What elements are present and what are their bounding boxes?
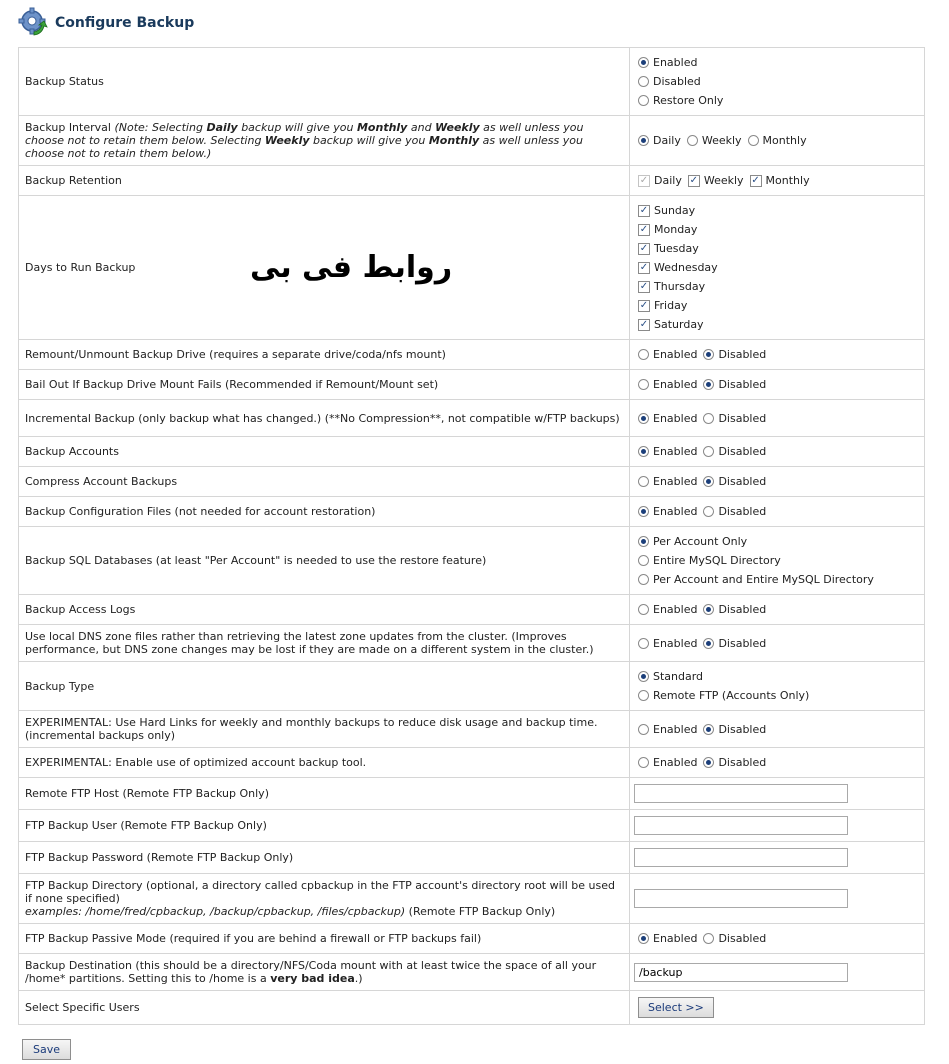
day-friday-checkbox[interactable]: ✓ Friday — [639, 299, 688, 312]
row-label: Backup Destination (this should be a directory/NFS/Coda mount with at least twice the space of all your /home* partitions. Setting this to /home is a very bad idea.) — [19, 954, 630, 991]
row-label: Backup Status — [19, 48, 630, 116]
ftp-directory-input[interactable] — [634, 889, 848, 908]
type-remote-ftp-radio[interactable]: Remote FTP (Accounts Only) — [638, 686, 918, 705]
compress-enabled-radio[interactable]: Enabled — [638, 475, 697, 488]
row-backup-type — [19, 662, 925, 711]
logs-disabled-radio[interactable]: Disabled — [703, 603, 766, 616]
ftp-host-input[interactable] — [634, 784, 848, 803]
hardlinks-enabled-radio[interactable]: Enabled — [638, 723, 697, 736]
row-compress — [19, 467, 925, 497]
row-label: Remount/Unmount Backup Drive (requires a separate drive/coda/nfs mount) — [19, 340, 630, 370]
page-title: Configure Backup — [55, 15, 195, 31]
day-tuesday-checkbox[interactable]: ✓ Tuesday — [639, 242, 699, 255]
config-disabled-radio[interactable]: Disabled — [703, 505, 766, 518]
day-thursday-checkbox[interactable]: ✓ Thursday — [639, 280, 706, 293]
type-standard-radio[interactable]: Standard — [638, 667, 918, 686]
incremental-disabled-radio[interactable]: Disabled — [703, 412, 766, 425]
row-optimized-tool — [19, 748, 925, 778]
row-access-logs — [19, 595, 925, 625]
row-label: Backup Interval (Note: Selecting Daily backup will give you Monthly and Weekly as well unless you choose not to retain them below. Selecting Weekly backup will give you Monthly as well unless you choose not to retain them below.) — [19, 116, 630, 166]
row-label: Remote FTP Host (Remote FTP Backup Only) — [19, 778, 630, 810]
row-label: Backup Accounts — [19, 437, 630, 467]
interval-monthly-radio[interactable]: Monthly — [748, 134, 807, 147]
row-label: Backup Type — [19, 662, 630, 711]
row-label: EXPERIMENTAL: Enable use of optimized account backup tool. — [19, 748, 630, 778]
remount-disabled-radio[interactable]: Disabled — [703, 348, 766, 361]
gear-refresh-icon — [18, 7, 50, 39]
row-label: Compress Account Backups — [19, 467, 630, 497]
watermark-text: روابط فی بی — [250, 250, 453, 285]
config-enabled-radio[interactable]: Enabled — [638, 505, 697, 518]
row-backup-retention — [19, 166, 925, 196]
backup-status-restore-only-radio[interactable]: Restore Only — [638, 91, 918, 110]
row-bail-out — [19, 370, 925, 400]
row-label: Backup Configuration Files (not needed for account restoration) — [19, 497, 630, 527]
row-label: Incremental Backup (only backup what has changed.) (**No Compression**, not compatible w/FTP backups) — [19, 400, 630, 437]
row-label: FTP Backup Password (Remote FTP Backup Only) — [19, 842, 630, 874]
row-label: Backup Retention — [19, 166, 630, 196]
passive-disabled-radio[interactable]: Disabled — [703, 932, 766, 945]
passive-enabled-radio[interactable]: Enabled — [638, 932, 697, 945]
logs-enabled-radio[interactable]: Enabled — [638, 603, 697, 616]
row-label: Use local DNS zone files rather than retrieving the latest zone updates from the cluster. (Improves performance, but DNS zone changes may be lost if they are made on a different system in the cluster.) — [19, 625, 630, 662]
row-ftp-user — [19, 810, 925, 842]
ftp-user-input[interactable] — [634, 816, 848, 835]
accounts-enabled-radio[interactable]: Enabled — [638, 445, 697, 458]
sql-both-radio[interactable]: Per Account and Entire MySQL Directory — [638, 570, 918, 589]
row-remount — [19, 340, 925, 370]
retention-daily-checkbox: ✓ Daily — [639, 174, 682, 187]
row-label: Days to Run Backup — [19, 196, 630, 340]
accounts-disabled-radio[interactable]: Disabled — [703, 445, 766, 458]
row-dns-zone — [19, 625, 925, 662]
backup-status-disabled-radio[interactable]: Disabled — [638, 72, 918, 91]
compress-disabled-radio[interactable]: Disabled — [703, 475, 766, 488]
bail-out-disabled-radio[interactable]: Disabled — [703, 378, 766, 391]
ftp-password-input[interactable] — [634, 848, 848, 867]
row-label: FTP Backup Passive Mode (required if you are behind a firewall or FTP backups fail) — [19, 924, 630, 954]
row-label: FTP Backup User (Remote FTP Backup Only) — [19, 810, 630, 842]
incremental-enabled-radio[interactable]: Enabled — [638, 412, 697, 425]
row-backup-status — [19, 48, 925, 116]
interval-weekly-radio[interactable]: Weekly — [687, 134, 742, 147]
row-backup-interval — [19, 116, 925, 166]
select-users-button[interactable]: Select >> — [638, 997, 714, 1018]
row-config-files — [19, 497, 925, 527]
backup-destination-input[interactable] — [634, 963, 848, 982]
day-wednesday-checkbox[interactable]: ✓ Wednesday — [639, 261, 718, 274]
dns-disabled-radio[interactable]: Disabled — [703, 637, 766, 650]
save-button[interactable]: Save — [22, 1039, 71, 1060]
row-label: EXPERIMENTAL: Use Hard Links for weekly and monthly backups to reduce disk usage and backup time. (incremental backups only) — [19, 711, 630, 748]
row-label: Backup Access Logs — [19, 595, 630, 625]
row-backup-accounts — [19, 437, 925, 467]
row-ftp-password — [19, 842, 925, 874]
sql-per-account-radio[interactable]: Per Account Only — [638, 532, 918, 551]
hardlinks-disabled-radio[interactable]: Disabled — [703, 723, 766, 736]
row-hard-links — [19, 711, 925, 748]
row-days-to-run — [19, 196, 925, 340]
day-monday-checkbox[interactable]: ✓ Monday — [639, 223, 698, 236]
interval-daily-radio[interactable]: Daily — [638, 134, 681, 147]
retention-monthly-checkbox[interactable]: ✓ Monthly — [751, 174, 810, 187]
row-incremental — [19, 400, 925, 437]
day-sunday-checkbox[interactable]: ✓ Sunday — [639, 204, 696, 217]
backup-config-table — [18, 47, 925, 1025]
remount-enabled-radio[interactable]: Enabled — [638, 348, 697, 361]
page-header — [18, 6, 194, 40]
sql-entire-directory-radio[interactable]: Entire MySQL Directory — [638, 551, 918, 570]
row-ftp-directory — [19, 874, 925, 924]
optimized-disabled-radio[interactable]: Disabled — [703, 756, 766, 769]
row-sql-databases — [19, 527, 925, 595]
row-label: FTP Backup Directory (optional, a directory called cpbackup in the FTP account's directory root will be used if none specified) examples: /home/fred/cpbackup, /backup/cpbackup, /files/cpbackup) (Remote FTP Backup Only) — [19, 874, 630, 924]
row-label: Bail Out If Backup Drive Mount Fails (Recommended if Remount/Mount set) — [19, 370, 630, 400]
bail-out-enabled-radio[interactable]: Enabled — [638, 378, 697, 391]
row-label: Backup SQL Databases (at least "Per Account" is needed to use the restore feature) — [19, 527, 630, 595]
backup-status-enabled-radio[interactable]: Enabled — [638, 53, 918, 72]
row-backup-destination — [19, 954, 925, 991]
row-ftp-host — [19, 778, 925, 810]
row-select-users — [19, 991, 925, 1025]
day-saturday-checkbox[interactable]: ✓ Saturday — [639, 318, 704, 331]
row-ftp-passive — [19, 924, 925, 954]
optimized-enabled-radio[interactable]: Enabled — [638, 756, 697, 769]
row-label: Select Specific Users — [19, 991, 630, 1025]
retention-weekly-checkbox[interactable]: ✓ Weekly — [689, 174, 744, 187]
dns-enabled-radio[interactable]: Enabled — [638, 637, 697, 650]
